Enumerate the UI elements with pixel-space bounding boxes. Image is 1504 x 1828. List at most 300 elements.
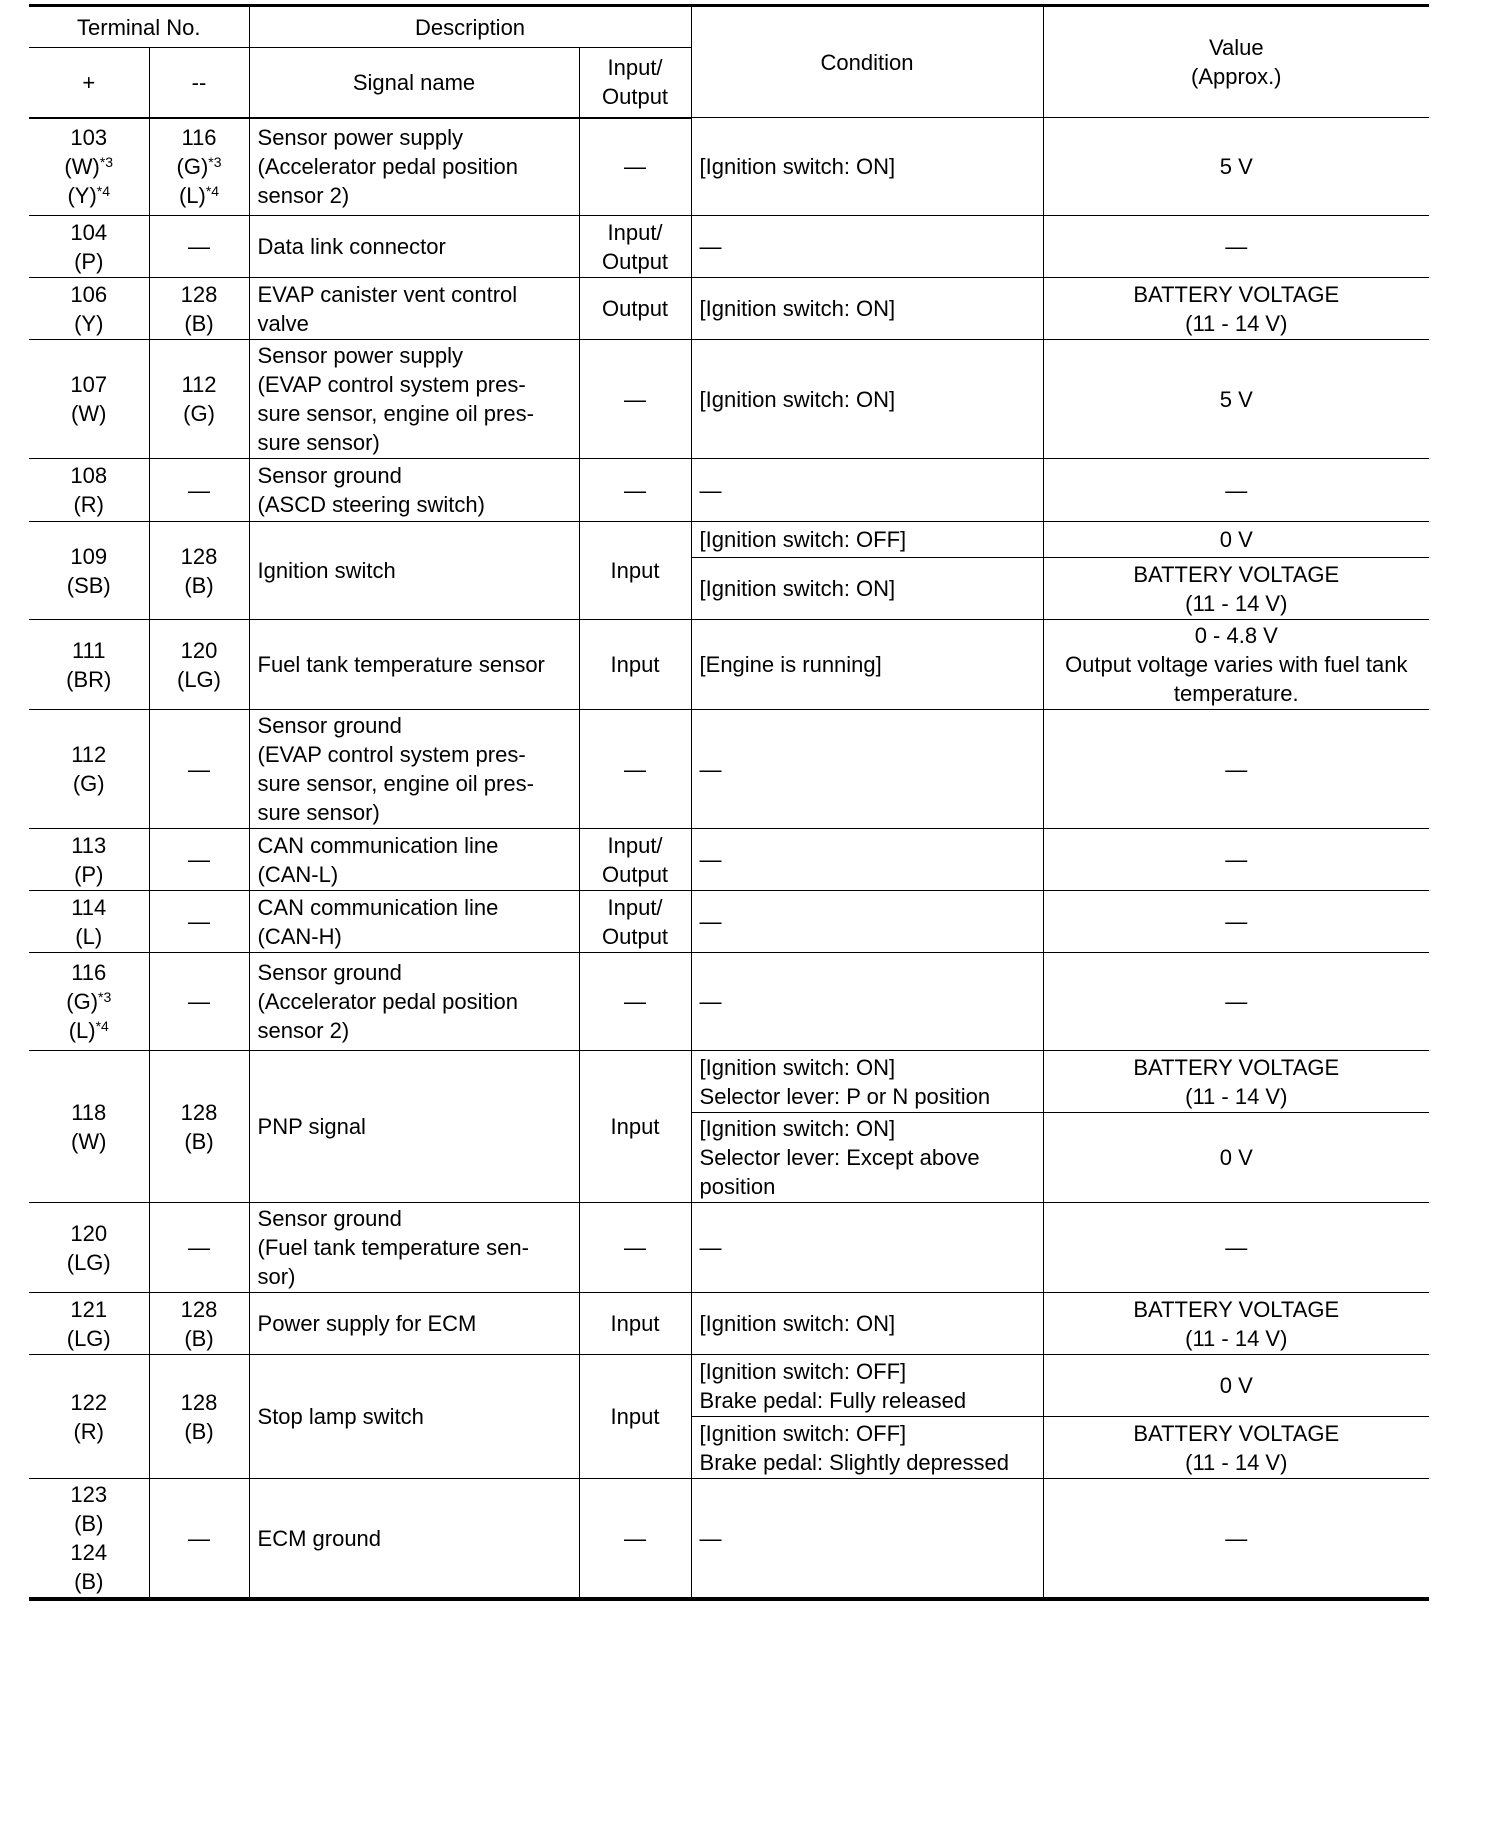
terminal-code: 112 [181,372,217,397]
input-output-line: Output [602,861,669,887]
signal-name-line: EVAP canister vent control [257,281,518,307]
footnote-marker: *3 [208,154,222,171]
terminal-plus-line [37,1417,141,1446]
signal-name-line: (Accelerator pedal position [257,989,518,1014]
footnote-marker: *3 [98,989,112,1005]
signal-name-line: CAN communication line [257,832,499,858]
condition-cell [691,1051,1043,1113]
terminal-code: (G) [176,154,209,180]
signal-name-line: Ignition switch [257,558,396,583]
condition-line: [Ignition switch: OFF] [699,1420,907,1446]
condition-line: [Ignition switch: ON] [699,576,896,601]
terminal-minus-line [158,280,241,309]
terminal-minus-cell [149,1051,249,1203]
terminal-code: 112 [71,742,107,767]
signal-name-line: sor) [257,1264,296,1289]
signal-name-cell [249,710,579,829]
terminal-plus-line [37,740,141,769]
terminal-minus-cell [149,1355,249,1479]
value-line: — [1225,756,1248,782]
terminal-plus-cell [29,216,149,278]
terminal-code: (W) [71,401,107,426]
value-line: BATTERY VOLTAGE [1133,1420,1340,1446]
terminal-minus-line [158,1233,241,1262]
signal-name-line: (CAN-H) [257,923,342,949]
value-cell [1043,558,1429,620]
value-cell [1043,1293,1429,1355]
terminal-minus-cell [149,710,249,829]
input-output-line: Input [610,1114,660,1139]
footnote-marker: *4 [96,183,111,200]
header-condition: Condition [691,6,1043,118]
terminal-minus-line [158,309,241,338]
terminal-plus-cell [29,118,149,216]
terminal-plus-line [37,1127,141,1156]
terminal-code: (B) [184,310,214,336]
terminal-code: 103 [70,125,108,151]
condition-cell [691,558,1043,620]
header-plus: + [29,48,149,118]
terminal-minus-cell [149,278,249,340]
terminal-code: (Y) [74,310,104,336]
terminal-code: (B) [184,1128,214,1154]
terminal-code: (SB) [66,572,111,598]
terminal-minus-cell [149,1293,249,1355]
condition-line: — [699,234,722,259]
terminal-code: (B) [74,1569,104,1594]
terminal-minus-line [158,542,241,571]
terminal-minus-cell [149,829,249,891]
value-cell [1043,118,1429,216]
value-line: (11 - 14 V) [1185,590,1288,616]
terminal-minus-cell [149,118,249,216]
condition-cell [691,1417,1043,1479]
terminal-code: — [188,989,210,1014]
input-output-cell [579,710,691,829]
condition-cell [691,829,1043,891]
signal-name-line: sensor 2) [257,183,350,209]
terminal-plus-line [37,1388,141,1417]
terminal-plus-cell [29,829,149,891]
input-output-cell [579,1293,691,1355]
terminal-code: (W) [64,154,100,180]
condition-cell [691,216,1043,278]
value-line: (11 - 14 V) [1185,1449,1288,1475]
value-cell [1043,829,1429,891]
terminal-minus-line [158,232,241,261]
terminal-plus-line [37,1098,141,1127]
terminal-code: 120 [180,637,218,663]
condition-cell [691,118,1043,216]
value-cell [1043,953,1429,1051]
terminal-code: 128 [180,1099,218,1125]
terminal-minus-line [158,399,241,428]
signal-name-line: Sensor ground [257,713,402,738]
terminal-plus-line [37,1480,141,1509]
input-output-line: Output [602,923,669,949]
terminal-plus-cell [29,1051,149,1203]
terminal-code: (LG) [177,666,221,692]
terminal-code: (B) [184,1418,214,1444]
condition-line: — [699,1235,722,1260]
terminal-code: 113 [71,832,107,858]
terminal-plus-line [37,922,141,951]
terminal-minus-line [158,845,241,874]
terminal-plus-line [37,247,141,276]
input-output-cell [579,340,691,459]
value-cell [1043,340,1429,459]
signal-name-cell [249,216,579,278]
terminal-minus-line [158,181,241,210]
terminal-code: — [188,756,210,782]
table-row [29,1479,1429,1600]
condition-cell [691,710,1043,829]
header-input-output [579,48,691,118]
terminal-minus-cell [149,1479,249,1600]
signal-name-line: sensor 2) [257,1018,350,1043]
condition-cell [691,1293,1043,1355]
terminal-code: (LG) [66,1249,111,1275]
input-output-cell [579,620,691,710]
terminal-minus-line [158,1417,241,1446]
table-row [29,620,1429,710]
header-signal-name: Signal name [249,48,579,118]
header-value-line: (Approx.) [1191,64,1282,89]
condition-line: — [699,1525,722,1551]
terminal-plus-line [37,665,141,694]
terminal-minus-line [158,1295,241,1324]
terminal-code: 106 [70,281,108,307]
terminal-plus-line [37,370,141,399]
signal-name-cell [249,891,579,953]
signal-name-cell [249,118,579,216]
terminal-plus-line [37,769,141,798]
value-line: — [1225,234,1248,259]
terminal-plus-line [37,152,141,181]
signal-name-line: Sensor power supply [257,125,463,151]
terminal-code: (P) [74,861,104,887]
terminal-code: (B) [184,572,214,598]
terminal-plus-line [37,831,141,860]
terminal-plus-cell [29,278,149,340]
terminal-plus-line [37,399,141,428]
terminal-plus-line [37,571,141,600]
condition-cell [691,620,1043,710]
terminal-code: 122 [70,1389,108,1415]
terminal-code: (G) [72,771,105,796]
signal-name-line: sure sensor, engine oil pres- [257,771,534,796]
value-line: 0 V [1219,1145,1253,1170]
terminal-plus-cell [29,1293,149,1355]
input-output-cell [579,522,691,620]
signal-name-line: (Accelerator pedal position [257,154,518,180]
signal-name-line: PNP signal [257,1114,366,1139]
value-cell [1043,522,1429,558]
input-output-line: — [624,1525,647,1551]
terminal-plus-cell [29,459,149,522]
signal-name-line: (ASCD steering switch) [257,492,485,517]
terminal-minus-line [158,665,241,694]
table-row [29,216,1429,278]
value-cell [1043,1051,1429,1113]
terminal-minus-cell [149,891,249,953]
terminal-code: (Y) [67,183,97,209]
terminal-code: 121 [70,1296,108,1322]
terminal-minus-line [158,636,241,665]
header-value-line: Value [1208,35,1264,60]
condition-line: [Ignition switch: ON] [699,1054,896,1080]
terminal-code: — [188,1525,210,1551]
terminal-plus-cell [29,891,149,953]
signal-name-cell [249,459,579,522]
terminal-code: — [188,1235,210,1260]
table-row [29,340,1429,459]
value-cell [1043,1355,1429,1417]
condition-line: [Ignition switch: ON] [699,386,896,412]
terminal-plus-line [37,958,141,987]
signal-name-line: (CAN-L) [257,861,339,887]
input-output-cell [579,829,691,891]
condition-line: position [699,1174,776,1199]
input-output-line: Input/ [607,219,663,245]
terminal-minus-line [158,571,241,600]
terminal-plus-cell [29,953,149,1051]
terminal-code: (L) [68,1018,96,1043]
terminal-minus-line [158,1324,241,1353]
footnote-marker: *4 [95,1018,109,1034]
terminal-code: (B) [184,1325,214,1351]
value-line: — [1225,1235,1248,1260]
terminal-minus-line [158,987,241,1016]
table-header [29,6,1429,118]
terminal-plus-cell [29,710,149,829]
terminal-minus-line [158,152,241,181]
input-output-line: Output [602,296,669,321]
signal-name-cell [249,1051,579,1203]
table-body [29,118,1429,1600]
condition-cell [691,459,1043,522]
signal-name-line: ECM ground [257,1525,382,1551]
signal-name-cell [249,1293,579,1355]
signal-name-cell [249,278,579,340]
terminal-code: (G) [66,989,99,1014]
input-output-cell [579,278,691,340]
value-line: BATTERY VOLTAGE [1133,1054,1340,1080]
signal-name-cell [249,1479,579,1600]
value-line: (11 - 14 V) [1185,310,1288,336]
signal-name-cell [249,829,579,891]
terminal-code: 118 [71,1099,107,1125]
table-row [29,1203,1429,1293]
terminal-minus-cell [149,459,249,522]
value-line: BATTERY VOLTAGE [1133,561,1340,587]
terminal-code: 123 [70,1482,108,1507]
value-line: 0 V [1219,527,1253,552]
table-row [29,1293,1429,1355]
terminal-code: (W) [71,1128,107,1154]
terminal-code: 108 [70,463,108,488]
header-value [1043,6,1429,118]
terminal-plus-line [37,1219,141,1248]
condition-cell [691,278,1043,340]
signal-name-cell [249,620,579,710]
signal-name-line: (Fuel tank temperature sen- [257,1235,529,1260]
signal-name-line: CAN communication line [257,894,499,920]
signal-name-line: Stop lamp switch [257,1404,424,1429]
value-cell [1043,459,1429,522]
value-line: — [1225,909,1248,934]
footnote-marker: *4 [205,183,220,200]
terminal-minus-line [158,1388,241,1417]
terminal-code: 128 [180,281,218,307]
terminal-plus-line [37,542,141,571]
condition-cell [691,891,1043,953]
header-minus: -- [149,48,249,118]
terminal-minus-cell [149,216,249,278]
value-line: temperature. [1173,681,1299,706]
terminal-plus-line [37,893,141,922]
table-row [29,1355,1429,1417]
value-cell [1043,710,1429,829]
value-line: BATTERY VOLTAGE [1133,1296,1340,1322]
value-line: 0 V [1219,1373,1253,1398]
header-io-line: Input/ [607,55,663,81]
condition-line: [Ignition switch: ON] [699,1311,896,1336]
terminal-minus-line [158,1098,241,1127]
condition-line: [Ignition switch: ON] [699,1116,896,1141]
terminal-code: 128 [180,543,218,569]
terminal-code: 128 [180,1389,218,1415]
value-line: — [1225,1525,1248,1551]
terminal-code: 124 [70,1540,108,1565]
terminal-code: 104 [70,219,108,245]
terminal-code: 128 [180,1296,218,1322]
terminal-code: 111 [72,637,106,663]
terminal-code: (B) [74,1511,104,1536]
condition-cell [691,1355,1043,1417]
signal-name-line: sure sensor, engine oil pres- [257,401,534,426]
value-line: BATTERY VOLTAGE [1133,281,1340,307]
signal-name-line: sure sensor) [257,430,380,455]
table-row [29,1051,1429,1113]
terminal-minus-cell [149,1203,249,1293]
input-output-cell [579,1479,691,1600]
condition-line: Selector lever: P or N position [699,1083,991,1109]
terminal-minus-cell [149,953,249,1051]
input-output-line: Input [610,1311,660,1336]
value-line: (11 - 14 V) [1185,1083,1288,1109]
terminal-plus-line [37,123,141,152]
terminal-minus-cell [149,522,249,620]
signal-name-cell [249,340,579,459]
input-output-line: Input [610,558,660,583]
ecm-terminal-table [29,4,1429,1601]
input-output-cell [579,1355,691,1479]
terminal-plus-line [37,987,141,1016]
input-output-line: Output [602,248,669,274]
terminal-spec-page [29,4,1429,1601]
input-output-line: Input [610,652,660,677]
table-row [29,522,1429,558]
input-output-cell [579,216,691,278]
condition-line: — [699,477,722,503]
input-output-line: Input [610,1404,660,1429]
condition-cell [691,1113,1043,1203]
input-output-line: Input/ [607,894,663,920]
terminal-plus-line [37,1509,141,1538]
terminal-code: 116 [71,960,107,985]
signal-name-line: Sensor ground [257,463,402,488]
terminal-code: (LG) [66,1325,111,1351]
condition-line: [Ignition switch: ON] [699,154,896,179]
signal-name-line: (EVAP control system pres- [257,742,526,767]
terminal-plus-cell [29,1203,149,1293]
condition-cell [691,522,1043,558]
terminal-code: (L) [178,183,206,209]
terminal-plus-line [37,1016,141,1045]
table-row [29,459,1429,522]
terminal-code: (P) [74,248,104,274]
input-output-line: — [624,756,647,782]
terminal-minus-line [158,1524,241,1553]
terminal-plus-line [37,1567,141,1596]
condition-cell [691,1479,1043,1600]
input-output-cell [579,118,691,216]
table-row [29,278,1429,340]
terminal-minus-cell [149,340,249,459]
value-cell [1043,278,1429,340]
terminal-code: 120 [70,1220,108,1246]
terminal-code: — [188,477,210,503]
input-output-line: — [624,154,647,180]
input-output-line: — [624,989,647,1014]
input-output-line: — [624,1235,647,1260]
terminal-code: — [188,847,210,872]
table-row [29,891,1429,953]
condition-line: [Engine is running] [699,652,882,677]
condition-line: — [699,756,722,782]
input-output-cell [579,953,691,1051]
condition-cell [691,340,1043,459]
signal-name-line: valve [257,310,309,336]
condition-cell [691,1203,1043,1293]
input-output-line: Input/ [607,832,663,858]
input-output-cell [579,1203,691,1293]
terminal-minus-line [158,123,241,152]
terminal-plus-cell [29,340,149,459]
terminal-code: (L) [75,923,103,949]
value-cell [1043,1203,1429,1293]
terminal-code: (BR) [66,666,112,692]
terminal-plus-line [37,309,141,338]
condition-line: [Ignition switch: OFF] [699,1358,907,1384]
terminal-plus-cell [29,1355,149,1479]
signal-name-cell [249,522,579,620]
terminal-plus-line [37,1324,141,1353]
condition-line: — [699,989,722,1014]
terminal-minus-line [158,476,241,505]
terminal-plus-line [37,490,141,519]
input-output-cell [579,891,691,953]
signal-name-cell [249,1203,579,1293]
terminal-code: 116 [181,125,217,151]
terminal-plus-line [37,1538,141,1567]
signal-name-line: (EVAP control system pres- [257,372,526,397]
signal-name-line: Sensor ground [257,1206,402,1231]
value-line: — [1225,847,1248,872]
condition-line: [Ignition switch: OFF] [699,527,907,552]
value-cell [1043,620,1429,710]
